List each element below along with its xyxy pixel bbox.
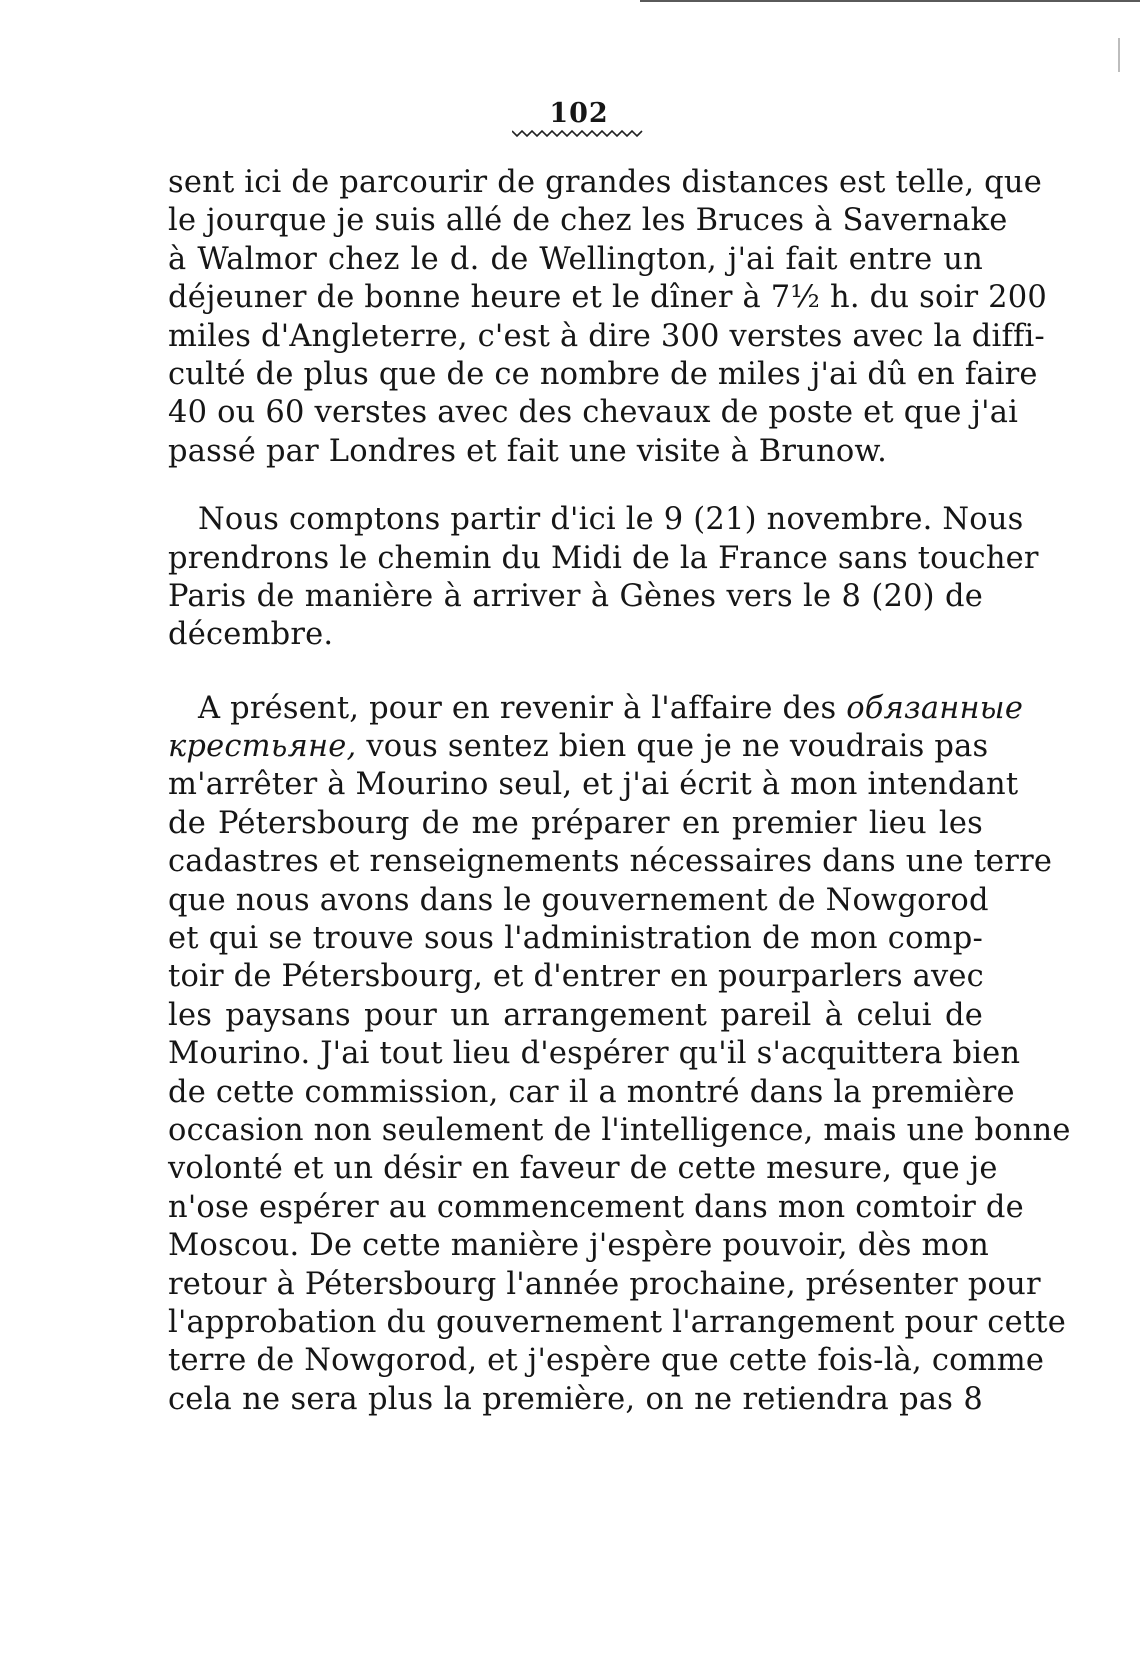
- text-line: les paysans pour un arrangement pareil à celui de: [168, 997, 983, 1033]
- text-line: Paris de manière à arriver à Gènes vers le 8 (20) de: [168, 578, 983, 614]
- text-line: l'approbation du gouvernement l'arrangement pour cette: [168, 1304, 1066, 1340]
- text-line: volonté et un désir en faveur de cette mesure, que je: [168, 1151, 998, 1187]
- text-segment: vous sentez bien que je ne voudrais pas: [366, 729, 989, 765]
- text-line: et qui se trouve sous l'administration de mon comp-: [168, 921, 983, 957]
- wavy-ornament-icon: [512, 128, 644, 138]
- text-line: à Walmor chez le d. de Wellington, j'ai fait entre un: [168, 241, 983, 277]
- russian-term: крестьяне,: [168, 729, 357, 765]
- text-line: que nous avons dans le gouvernement de Nowgorod: [168, 882, 989, 918]
- text-line: culté de plus que de ce nombre de miles j'ai dû en faire: [168, 356, 1038, 392]
- page-body: [168, 164, 1071, 1419]
- paragraph-1: [168, 164, 1047, 471]
- paragraph-gap: [168, 655, 983, 690]
- paragraph-gap: [168, 471, 983, 501]
- text-line: terre de Nowgorod, et j'espère que cette fois-là, comme: [168, 1343, 1045, 1379]
- text-line: le jourque je suis allé de chez les Bruces à Savernake: [168, 203, 1008, 239]
- text-segment: A présent, pour en revenir à l'affaire des: [198, 690, 837, 726]
- text-line: retour à Pétersbourg l'année prochaine, présenter pour: [168, 1266, 1041, 1302]
- text-line: miles d'Angleterre, c'est à dire 300 verstes avec la diffi-: [168, 318, 1045, 354]
- scan-edge-mark: [1118, 38, 1120, 72]
- text-line: [168, 690, 1024, 728]
- text-line: de cette commission, car il a montré dans la première: [168, 1074, 1015, 1110]
- text-line: déjeuner de bonne heure et le dîner à 7½ h. du soir 200: [168, 280, 1047, 316]
- text-line: cadastres et renseignements nécessaires dans une terre: [168, 844, 1053, 880]
- paragraph-2: [168, 501, 1039, 655]
- text-line: Moscou. De cette manière j'espère pouvoir, dès mon: [168, 1228, 989, 1264]
- scan-top-edge: [640, 0, 1140, 2]
- text-line: occasion non seulement de l'intelligence, mais une bonne: [168, 1112, 1071, 1148]
- text-line: cela ne sera plus la première, on ne retiendra pas 8: [168, 1381, 983, 1417]
- text-line: décembre.: [168, 617, 334, 653]
- text-line: [168, 728, 989, 766]
- text-line: toir de Pétersbourg, et d'entrer en pourparlers avec: [168, 959, 984, 995]
- page-number: 102: [549, 98, 609, 129]
- text-line: 40 ou 60 verstes avec des chevaux de poste et que j'ai: [168, 395, 1019, 431]
- russian-term: обязанные: [846, 690, 1024, 726]
- paragraph-3: [168, 690, 1071, 1419]
- text-line: m'arrêter à Mourino seul, et j'ai écrit à mon intendant: [168, 767, 1019, 803]
- text-line: n'ose espérer au commencement dans mon comtoir de: [168, 1189, 1024, 1225]
- text-line: prendrons le chemin du Midi de la France sans toucher: [168, 540, 1039, 576]
- text-line: Nous comptons partir d'ici le 9 (21) novembre. Nous: [198, 502, 1024, 538]
- text-line: passé par Londres et fait une visite à Brunow.: [168, 433, 888, 469]
- text-line: Mourino. J'ai tout lieu d'espérer qu'il s'acquittera bien: [168, 1036, 1021, 1072]
- text-line: de Pétersbourg de me préparer en premier lieu les: [168, 805, 983, 841]
- text-line: sent ici de parcourir de grandes distances est telle, que: [168, 165, 1042, 200]
